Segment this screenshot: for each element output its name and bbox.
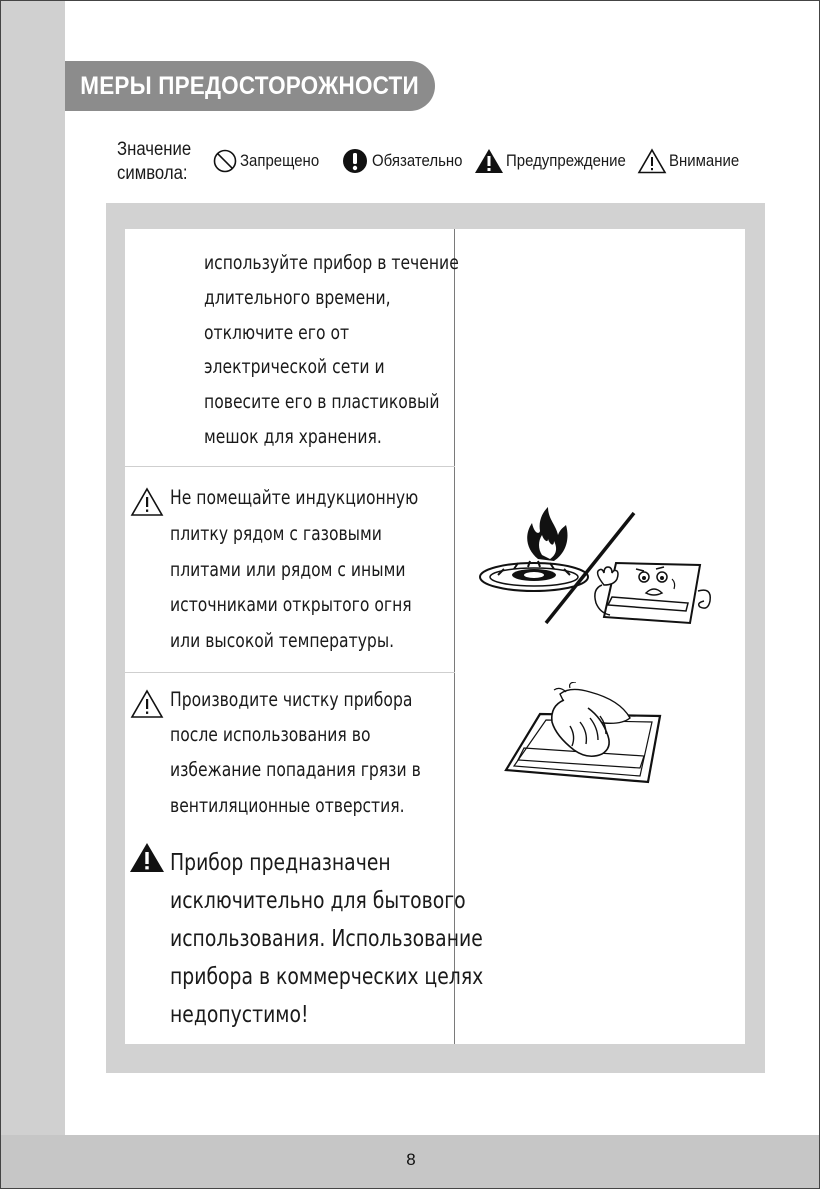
text-line: Не помещайте индукционную xyxy=(170,486,419,509)
symbol-legend xyxy=(0,146,822,176)
section-title: МЕРЫ ПРЕДОСТОРОЖНОСТИ xyxy=(80,71,419,100)
precaution-open-fire-text xyxy=(170,480,418,659)
text-line: плитами или рядом с иными xyxy=(170,557,406,581)
mandatory-icon xyxy=(341,147,369,175)
caution-outline-icon xyxy=(130,487,164,517)
legend-label-line1: Значение xyxy=(117,139,192,160)
text-line: отключите его от xyxy=(204,320,350,344)
text-line: использования. Использование xyxy=(170,924,483,952)
caution-outline-icon xyxy=(130,689,164,719)
warning-filled-icon xyxy=(474,148,504,174)
text-line: прибора в коммерческих целях xyxy=(170,962,484,990)
legend-label-line2: символа: xyxy=(117,163,188,184)
hand-cleaning-cooker-illustration xyxy=(500,682,670,787)
legend-item-prohibited xyxy=(212,146,330,176)
text-line: Производите чистку прибора xyxy=(170,688,413,711)
legend-label-caution: Внимание xyxy=(669,151,740,170)
prohibited-icon xyxy=(212,148,238,174)
legend-item-mandatory xyxy=(341,146,475,176)
text-line: исключительно для бытового xyxy=(170,886,466,914)
text-line: или высокой температуры. xyxy=(170,629,395,653)
warning-filled-icon xyxy=(129,842,165,874)
legend-item-warning xyxy=(474,146,642,176)
legend-label-mandatory: Обязательно xyxy=(372,151,463,170)
row-divider xyxy=(125,672,455,673)
text-line: источниками открытого огня xyxy=(170,593,412,617)
text-line: избежание попадания грязи в xyxy=(170,758,421,782)
legend-item-caution xyxy=(637,146,749,176)
text-line: плитку рядом с газовыми xyxy=(170,521,382,545)
precaution-storage-text xyxy=(204,246,459,455)
precaution-cleaning-text xyxy=(170,682,421,823)
text-line: используйте прибор в течение xyxy=(204,251,459,274)
text-line: после использования во xyxy=(170,723,371,747)
text-line: повесите его в пластиковый xyxy=(204,390,440,414)
section-header-tab xyxy=(65,61,435,111)
row-divider xyxy=(125,466,455,467)
legend-label-warning: Предупреждение xyxy=(506,151,626,170)
gas-stove-vs-induction-cooker-illustration xyxy=(476,505,726,630)
text-line: длительного времени, xyxy=(204,285,391,309)
page-number: 8 xyxy=(406,1150,416,1169)
text-line: недопустимо! xyxy=(170,1000,309,1028)
text-line: электрической сети и xyxy=(204,355,385,379)
text-line: мешок для хранения. xyxy=(204,424,382,448)
text-line: Прибор предназначен xyxy=(170,848,391,876)
caution-outline-icon xyxy=(637,148,667,174)
precaution-household-use-text xyxy=(170,843,483,1033)
legend-label-prohibited: Запрещено xyxy=(240,151,320,170)
text-line: вентиляционные отверстия. xyxy=(170,793,405,817)
